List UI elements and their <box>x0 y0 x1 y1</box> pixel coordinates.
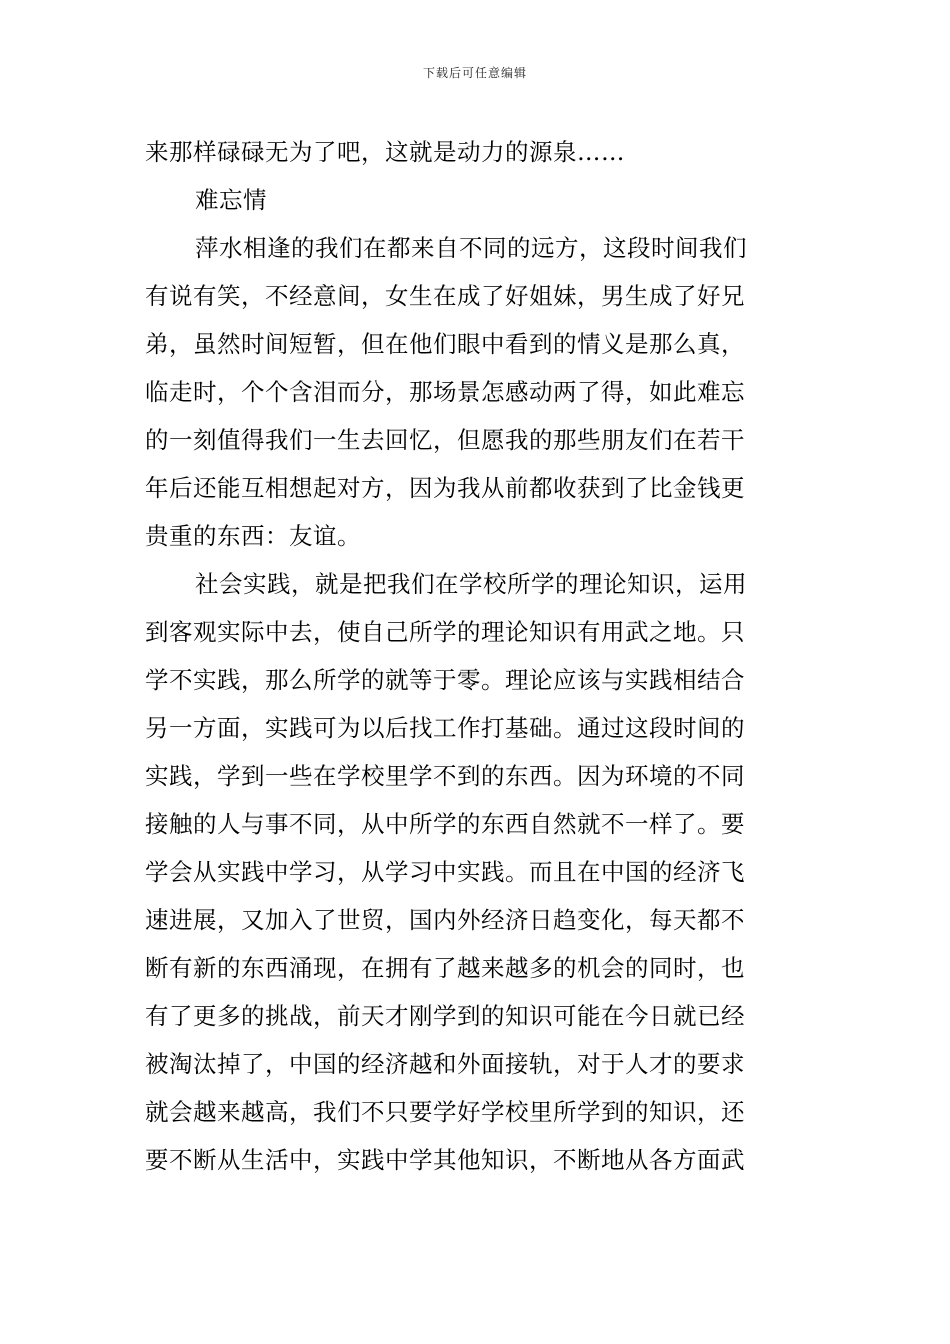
text-line: 萍水相逢的我们在都来自不同的远方，这段时间我们 <box>195 234 747 262</box>
text-line: 被淘汰掉了，中国的经济越和外面接轨，对于人才的要求 <box>145 1050 745 1078</box>
body-text <box>145 128 810 1184</box>
text-line: 要不断从生活中，实践中学其他知识，不断地从各方面武 <box>145 1146 745 1174</box>
text-line: 社会实践，就是把我们在学校所学的理论知识，运用 <box>195 570 747 598</box>
text-line: 速进展，又加入了世贸，国内外经济日趋变化，每天都不 <box>145 906 745 934</box>
text-line: 弟，虽然时间短暂，但在他们眼中看到的情义是那么真， <box>145 330 745 358</box>
text-line: 难忘情 <box>195 186 267 214</box>
text-line: 临走时，个个含泪而分，那场景怎感动两了得，如此难忘 <box>145 378 745 406</box>
text-line: 接触的人与事不同，从中所学的东西自然就不一样了。要 <box>145 810 745 838</box>
text-line: 来那样碌碌无为了吧，这就是动力的源泉…… <box>145 138 625 166</box>
text-line: 有说有笑，不经意间，女生在成了好姐妹，男生成了好兄 <box>145 282 745 310</box>
text-line: 学会从实践中学习，从学习中实践。而且在中国的经济飞 <box>145 858 745 886</box>
text-line: 年后还能互相想起对方，因为我从前都收获到了比金钱更 <box>145 474 745 502</box>
text-line: 另一方面，实践可为以后找工作打基础。通过这段时间的 <box>145 714 745 742</box>
text-line: 学不实践，那么所学的就等于零。理论应该与实践相结合 <box>145 666 745 694</box>
text-line: 就会越来越高，我们不只要学好学校里所学到的知识，还 <box>145 1098 745 1126</box>
text-line: 实践，学到一些在学校里学不到的东西。因为环境的不同 <box>145 762 745 790</box>
text-line: 贵重的东西：友谊。 <box>145 522 361 550</box>
text-line: 的一刻值得我们一生去回忆，但愿我的那些朋友们在若干 <box>145 426 745 454</box>
page-header: 下载后可任意编辑 <box>422 66 527 80</box>
text-line: 到客观实际中去，使自己所学的理论知识有用武之地。只 <box>145 618 745 646</box>
text-line: 有了更多的挑战，前天才刚学到的知识可能在今日就已经 <box>145 1002 745 1030</box>
text-line: 断有新的东西涌现，在拥有了越来越多的机会的同时，也 <box>145 954 745 982</box>
